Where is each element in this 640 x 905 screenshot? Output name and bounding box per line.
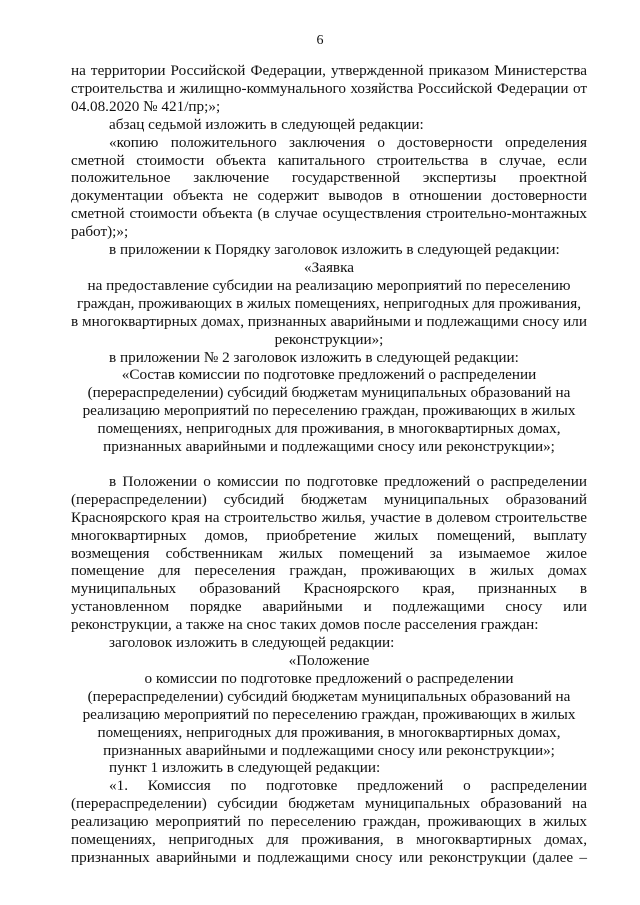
paragraph-regulation: в Положении о комиссии по подготовке предложений о распределении (перераспределении) субсидий бюджетам муниципальных образований Красноярского края на строительство жилья, участие в долевом строительстве многоквартирных домов, приобретение жилых помещений, выплату возмещения собственникам жилых помещений за изымаемое жилое помещение для переселения граждан, проживающих в жилых домах муниципальных образований Красноярского края, признанных в установленном порядке аварийными и подлежащими сносу или реконструкции, а также на снос таких домов после расселения граждан: [71, 472, 587, 634]
paragraph-instruction: в приложении к Порядку заголовок изложить в следующей редакции: [109, 241, 560, 259]
heading-line: «Состав комиссии по подготовке предложений о распределении [121, 366, 537, 384]
heading-application [71, 259, 587, 349]
heading-line: реализацию мероприятий по переселению граждан, проживающих в жилых [82, 705, 576, 723]
heading-line: помещениях, непригодных для проживания, в многоквартирных домах, [97, 723, 561, 741]
paragraph-quote: «копию положительного заключения о достоверности определения сметной стоимости объекта капитального строительства в случае, если положительное заключение государственной экспертизы проектной документации объекта не содержит выводов в отношении достоверности сметной стоимости объекта (в случае осуществления строительно-монтажных работ);»; [71, 133, 587, 241]
page-number: 6 [316, 33, 324, 48]
heading-line: (перераспределении) субсидий бюджетам муниципальных образований на [87, 687, 571, 705]
heading-line: признанных аварийными и подлежащими сносу или реконструкции»; [103, 438, 555, 456]
paragraph-point-1: «1. Комиссия по подготовке предложений о распределении (перераспределении) субсидии бюджетам муниципальных образований на реализацию мероприятий по переселению граждан, проживающих в жилых помещениях, непригодных для проживания, в многоквартирных домах, признанных аварийными и подлежащими сносу или реконструкции (далее – [71, 777, 587, 866]
paragraph-instruction: абзац седьмой изложить в следующей редакции: [109, 115, 424, 133]
paragraph-instruction: пункт 1 изложить в следующей редакции: [109, 759, 381, 777]
document-body [71, 62, 587, 867]
heading-line: реконструкции»; [274, 330, 384, 348]
heading-line: в многоквартирных домах, признанных аварийными и подлежащими сносу или [71, 312, 587, 330]
heading-line: помещениях, непригодных для проживания, в многоквартирных домах, [97, 420, 561, 438]
heading-line: граждан, проживающих в жилых помещениях, непригодных для проживания, [76, 294, 582, 312]
heading-commission-composition [71, 366, 587, 456]
heading-line: о комиссии по подготовке предложений о распределении [144, 669, 514, 687]
paragraph-instruction: в приложении № 2 заголовок изложить в следующей редакции: [109, 348, 519, 366]
heading-line: «Положение [288, 652, 370, 669]
blank-line [71, 456, 587, 473]
heading-line: «Заявка [304, 258, 354, 276]
heading-regulation [71, 652, 587, 759]
heading-line: признанных аварийными и подлежащими сносу или реконструкции»; [103, 741, 555, 759]
paragraph-instruction: заголовок изложить в следующей редакции: [109, 634, 395, 652]
heading-line: на предоставление субсидии на реализацию мероприятий по переселению [87, 276, 571, 294]
heading-line: (перераспределении) субсидий бюджетам муниципальных образований на [87, 384, 571, 402]
heading-line: реализацию мероприятий по переселению граждан, проживающих в жилых [82, 402, 576, 420]
paragraph-intro: на территории Российской Федерации, утвержденной приказом Министерства строительства и жилищно-коммунального хозяйства Российской Федерации от 04.08.2020 № 421/пр;»; [71, 62, 587, 115]
